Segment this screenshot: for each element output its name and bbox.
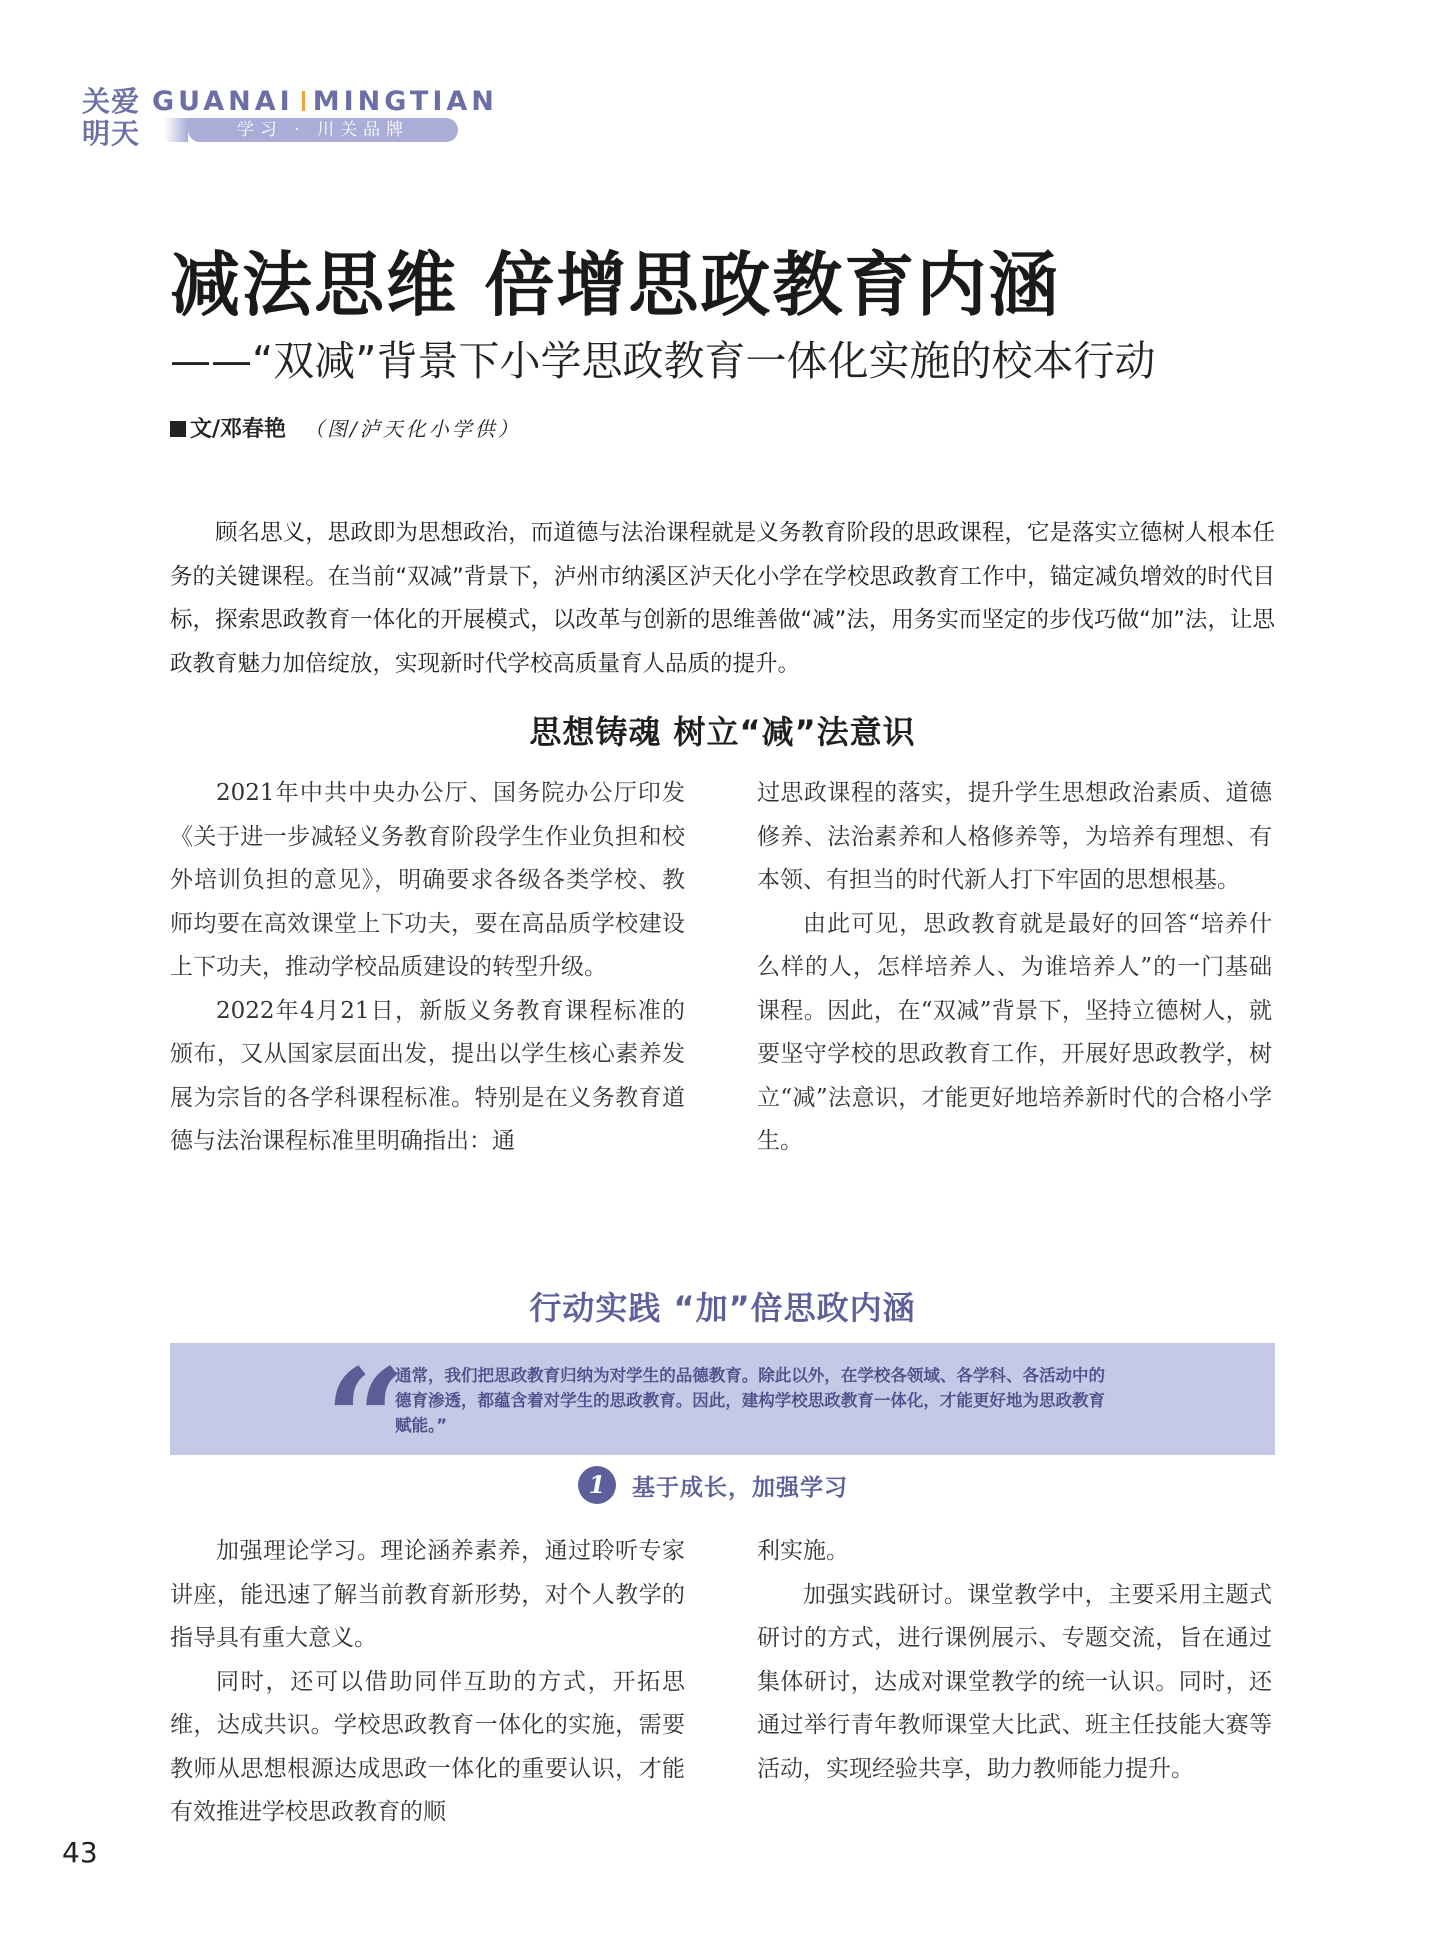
section1-heading: 思想铸魂 树立“减”法意识 bbox=[529, 713, 916, 751]
author: 文/邓春艳 bbox=[190, 417, 287, 442]
logo-divider bbox=[302, 91, 305, 111]
logo-chinese: 关爱明天 bbox=[82, 85, 141, 150]
article-subtitle: ——“双减”背景下小学思政教育一体化实施的校本行动 bbox=[170, 337, 1156, 385]
square-bullet-icon bbox=[170, 421, 186, 437]
paragraph: 加强理论学习。理论涵养素养，通过聆听专家讲座，能迅速了解当前教育新形势，对个人教学的指导具有重大意义。 bbox=[170, 1538, 685, 1651]
photo-credit: （图/泸天化小学供） bbox=[304, 417, 521, 441]
paragraph: 2022年4月21日，新版义务教育课程标准的颁布，又从国家层面出发，提出以学生核心素养发展为宗旨的各学科课程标准。特别是在义务教育道德与法治课程标准里明确指出：通 bbox=[170, 997, 685, 1154]
page-number: 43 bbox=[62, 1836, 98, 1869]
paragraph: 加强实践研讨。课堂教学中，主要采用主题式研讨的方式，进行课例展示、专题交流，旨在通过集体研讨，达成对课堂教学的统一认识。同时，还通过举行青年教师课堂大比武、班主任技能大赛等活动，实现经验共享，助力教师能力提升。 bbox=[757, 1581, 1272, 1782]
paragraph: 同时，还可以借助同伴互助的方式，开拓思维，达成共识。学校思政教育一体化的实施，需要教师从思想根源达成思政一体化的重要认识，才能有效推进学校思政教育的顺 bbox=[170, 1668, 685, 1825]
logo-english bbox=[152, 86, 498, 117]
logo-en-right: MINGTIAN bbox=[312, 86, 498, 117]
pull-quote-text: 通常，我们把思政教育归纳为对学生的品德教育。除此以外，在学校各领域、各学科、各活动中的德育渗透，都蕴含着对学生的思政教育。因此，建构学校思政教育一体化，才能更好地为思政教育赋能。” bbox=[395, 1366, 1105, 1435]
byline bbox=[170, 412, 521, 443]
paragraph-continued: 过思政课程的落实，提升学生思想政治素质、道德修养、法治素养和人格修养等，为培养有理想、有本领、有担当的时代新人打下牢固的思想根基。 bbox=[757, 780, 1272, 893]
section1-left-column bbox=[170, 772, 685, 1164]
quote-mark-icon: “ bbox=[325, 1339, 406, 1503]
paragraph: 2021年中共中央办公厅、国务院办公厅印发《关于进一步减轻义务教育阶段学生作业负担和校外培训负担的意见》，明确要求各级各类学校、教师均要在高效课堂上下功夫，要在高品质学校建设上下功夫，推动学校品质建设的转型升级。 bbox=[170, 780, 685, 980]
subheading bbox=[578, 1466, 848, 1506]
intro-paragraph: 顾名思义，思政即为思想政治，而道德与法治课程就是义务教育阶段的思政课程，它是落实立德树人根本任务的关键课程。在当前“双减”背景下，泸州市纳溪区泸天化小学在学校思政教育工作中，锚定减负增效的时代目标，探索思政教育一体化的开展模式，以改革与创新的思维善做“减”法，用务实而坚定的步伐巧做“加”法，让思政教育魅力加倍绽放，实现新时代学校高质量育人品质的提升。 bbox=[170, 520, 1275, 677]
section1-right-column bbox=[757, 772, 1272, 1164]
section2-right-column bbox=[757, 1530, 1272, 1791]
article-title: 减法思维 倍增思政教育内涵 bbox=[170, 243, 1061, 326]
section2-left-column bbox=[170, 1530, 685, 1835]
logo-en-left: GUANAI bbox=[152, 86, 294, 117]
subheading-title: 基于成长，加强学习 bbox=[632, 1474, 848, 1501]
section2-heading: 行动实践 “加”倍思政内涵 bbox=[529, 1289, 916, 1327]
subheading-number-badge: 1 bbox=[578, 1466, 616, 1504]
paragraph-continued: 利实施。 bbox=[757, 1538, 849, 1564]
section-tag: 学习 · 川关品牌 bbox=[188, 118, 458, 142]
paragraph: 由此可见，思政教育就是最好的回答“培养什么样的人，怎样培养人、为谁培养人”的一门基础课程。因此，在“双减”背景下，坚持立德树人，就要坚守学校的思政教育工作，开展好思政教学，树立“减”法意识，才能更好地培养新时代的合格小学生。 bbox=[757, 910, 1272, 1154]
